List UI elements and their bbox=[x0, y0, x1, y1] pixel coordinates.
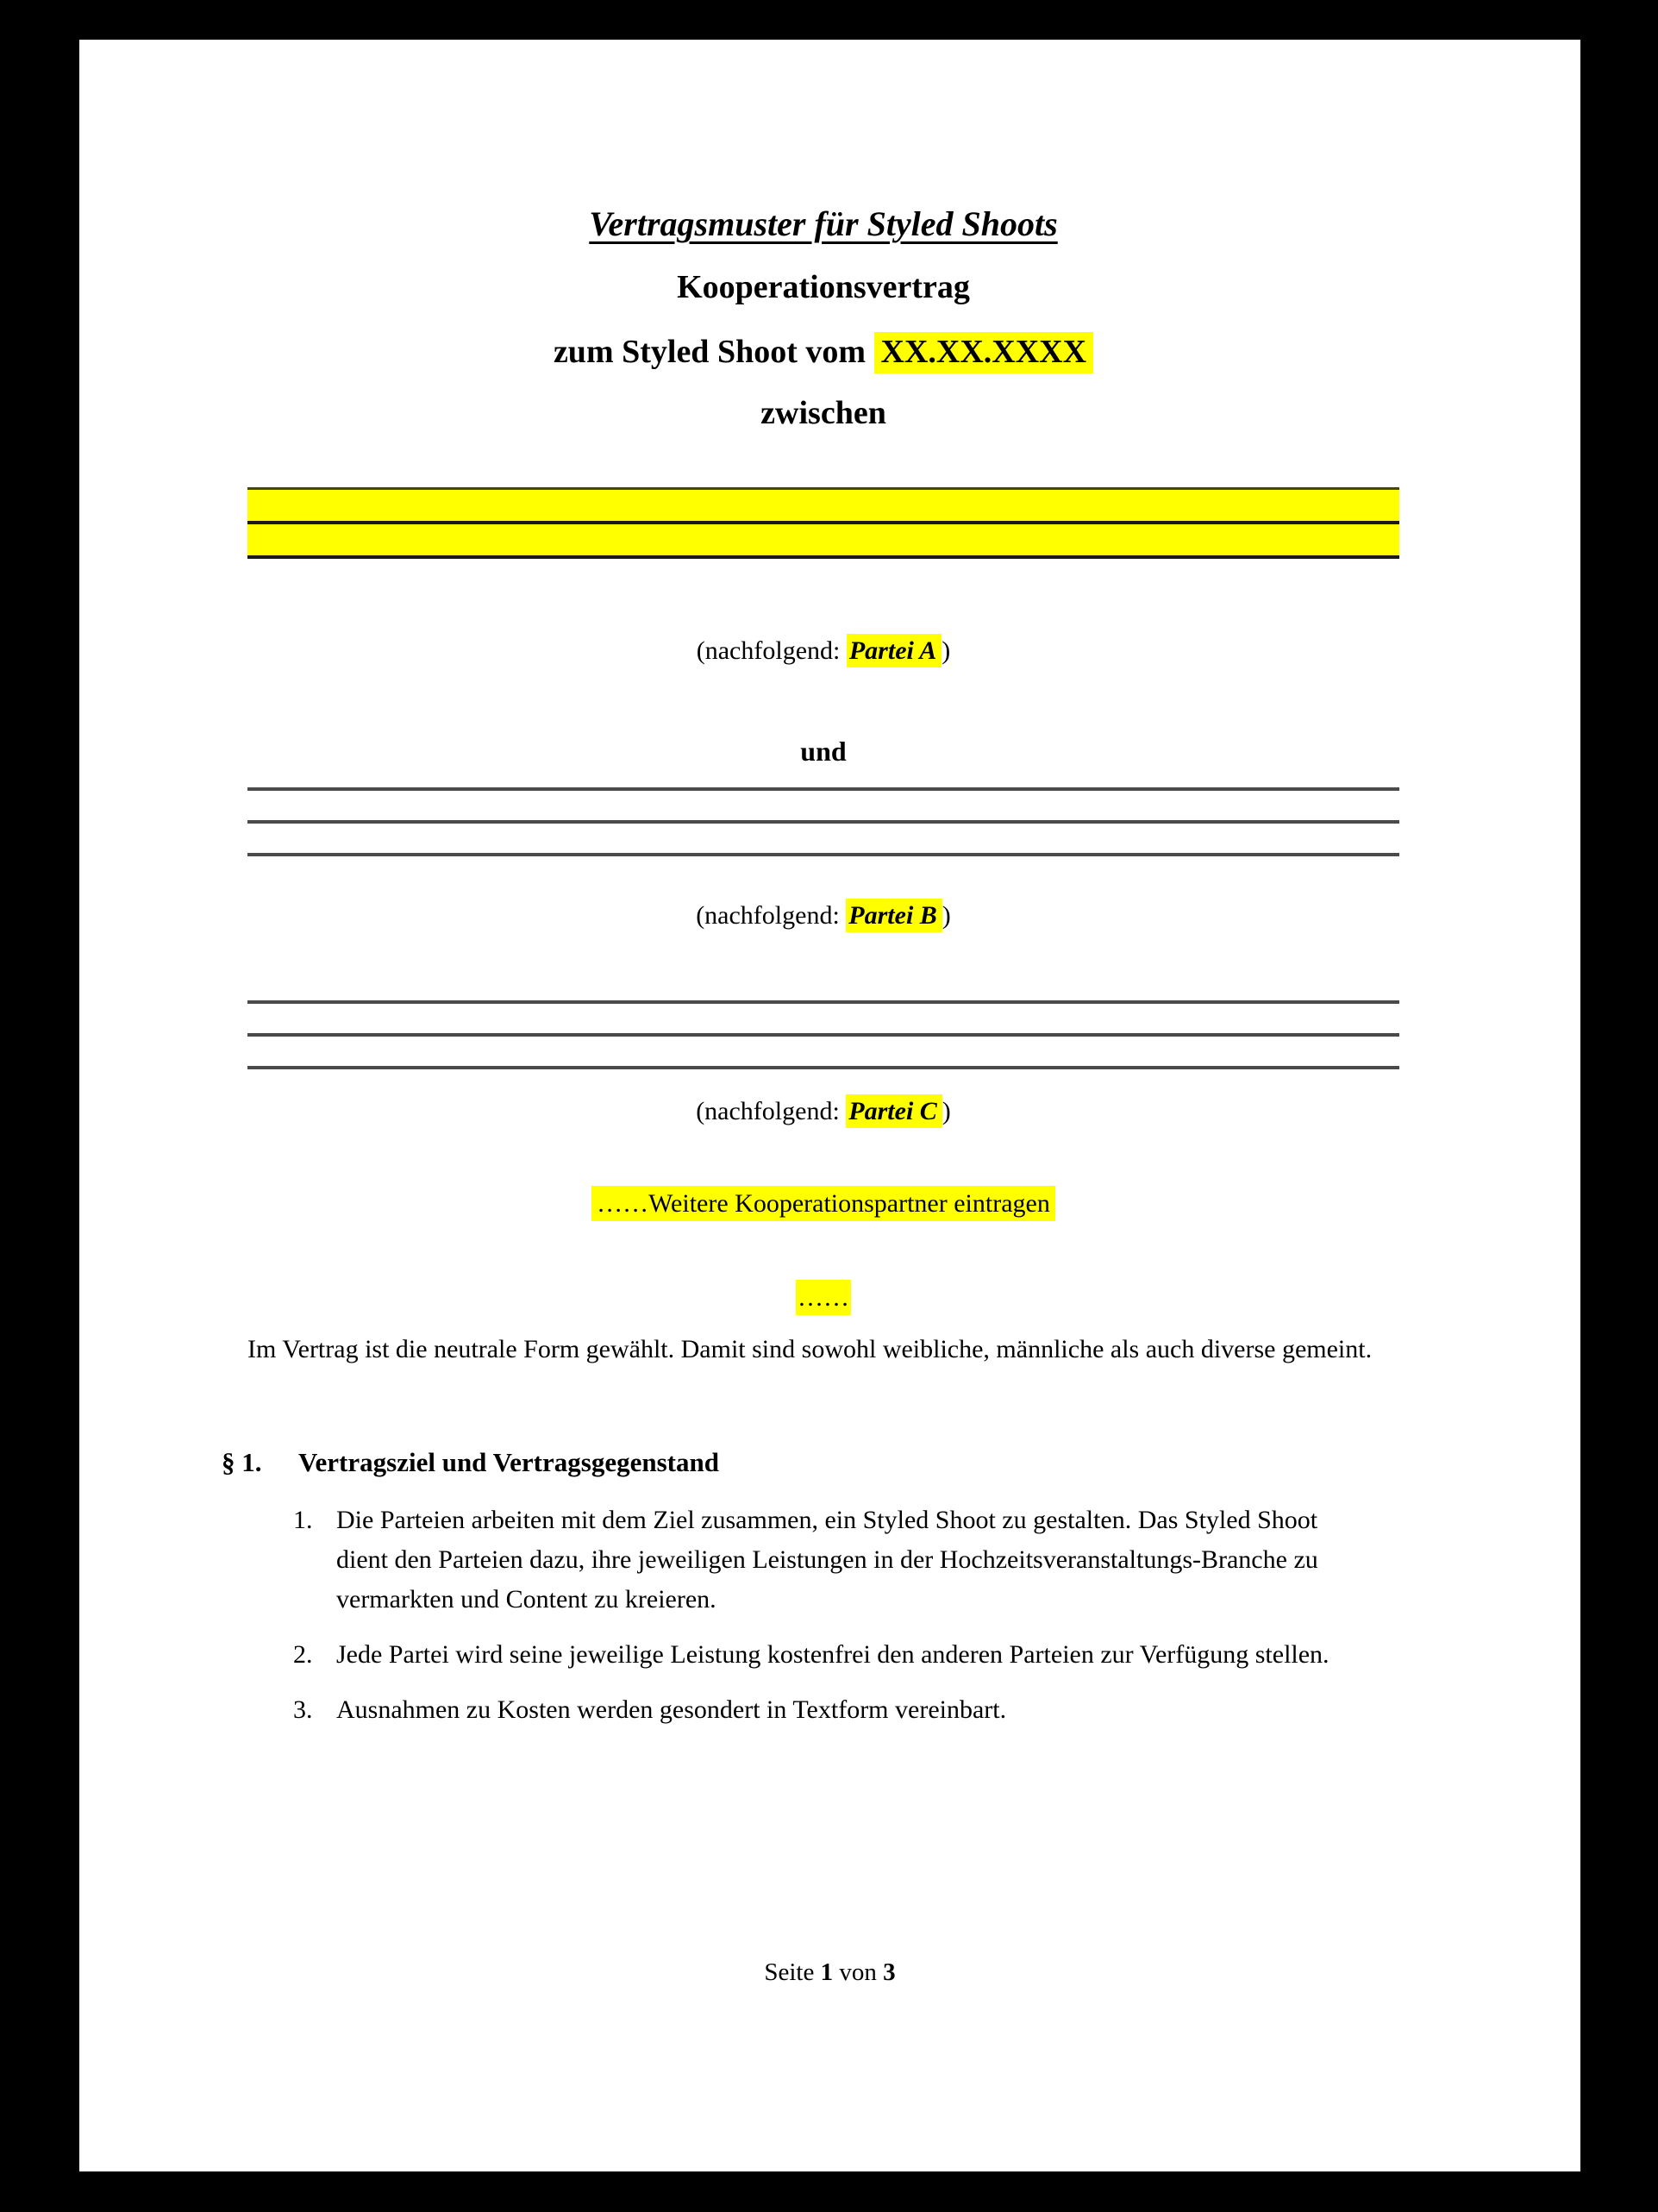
party-c-fill-in-lines bbox=[247, 971, 1399, 1069]
party-a-label-open: (nachfolgend: bbox=[696, 636, 847, 665]
gender-neutral-note: Im Vertrag ist die neutrale Form gewählt. Damit sind sowohl weibliche, männliche als auch diverse gemeint. bbox=[247, 1335, 1373, 1363]
list-item-number: 3. bbox=[293, 1695, 313, 1724]
footer-total-pages: 3 bbox=[883, 1958, 896, 1986]
document-title: Vertragsmuster für Styled Shoots bbox=[589, 204, 1058, 243]
signature-line bbox=[247, 791, 1399, 824]
party-c-label-open: (nachfolgend: bbox=[696, 1097, 847, 1125]
shoot-date-placeholder: XX.XX.XXXX bbox=[874, 332, 1094, 373]
section-1-number: § 1. bbox=[222, 1447, 262, 1477]
list-item-number: 2. bbox=[293, 1640, 313, 1669]
between-label: zwischen bbox=[760, 395, 886, 431]
party-a-name: Partei A bbox=[847, 634, 942, 667]
shoot-date-line bbox=[247, 329, 1399, 374]
party-c-name: Partei C bbox=[846, 1094, 942, 1128]
more-partners-note: ……Weitere Kooperationspartner eintragen bbox=[591, 1186, 1055, 1221]
party-a-label bbox=[247, 631, 1399, 671]
page-content bbox=[79, 40, 1580, 2171]
footer-current-page: 1 bbox=[820, 1958, 834, 1986]
party-b-fill-in-lines bbox=[247, 758, 1399, 856]
party-b-label-open: (nachfolgend: bbox=[696, 901, 847, 930]
signature-line bbox=[247, 824, 1399, 856]
list-item bbox=[247, 1501, 1399, 1620]
party-b-name: Partei B bbox=[846, 899, 942, 932]
list-item bbox=[247, 1635, 1399, 1675]
section-1-title: Vertragsziel und Vertragsgegenstand bbox=[298, 1447, 719, 1477]
list-item-number: 1. bbox=[293, 1506, 313, 1534]
party-a-fill-in-lines bbox=[247, 487, 1399, 559]
party-b-label bbox=[247, 896, 1399, 936]
conjunction-und: und bbox=[800, 736, 847, 767]
footer-page-label: Seite bbox=[764, 1958, 821, 1986]
party-c-label-close: ) bbox=[942, 1097, 951, 1125]
signature-line bbox=[247, 1004, 1399, 1037]
section-1-list bbox=[247, 1501, 1399, 1730]
list-item-text: Die Parteien arbeiten mit dem Ziel zusammen, ein Styled Shoot zu gestalten. Das Styled Shoot dient den Parteien dazu, ihre jeweiligen Leistungen in der Hochzeitsveranstaltungs-Branche zu vermarkten und Content zu kreieren. bbox=[336, 1506, 1318, 1614]
section-1-heading bbox=[222, 1443, 1399, 1482]
list-item-text: Ausnahmen zu Kosten werden gesondert in Textform vereinbart. bbox=[336, 1695, 1007, 1724]
signature-line bbox=[247, 971, 1399, 1004]
more-partners-note-line bbox=[247, 1187, 1399, 1221]
signature-line bbox=[247, 1037, 1399, 1069]
list-item bbox=[247, 1690, 1399, 1730]
signature-line bbox=[247, 524, 1399, 559]
document-page bbox=[79, 40, 1580, 2171]
party-b-label-close: ) bbox=[942, 901, 951, 930]
shoot-date-prefix: zum Styled Shoot vom bbox=[553, 334, 874, 370]
list-item-text: Jede Partei wird seine jeweilige Leistung kostenfrei den anderen Parteien zur Verfügung stellen. bbox=[336, 1640, 1330, 1669]
page-footer bbox=[79, 1958, 1580, 1987]
party-c-label bbox=[247, 1092, 1399, 1131]
footer-separator: von bbox=[833, 1958, 884, 1986]
contract-type-title: Kooperationsvertrag bbox=[677, 269, 970, 305]
signature-line bbox=[247, 490, 1399, 524]
ellipsis-placeholder: …… bbox=[796, 1280, 851, 1315]
ellipsis-placeholder-line bbox=[247, 1281, 1399, 1315]
party-a-label-close: ) bbox=[942, 636, 951, 665]
